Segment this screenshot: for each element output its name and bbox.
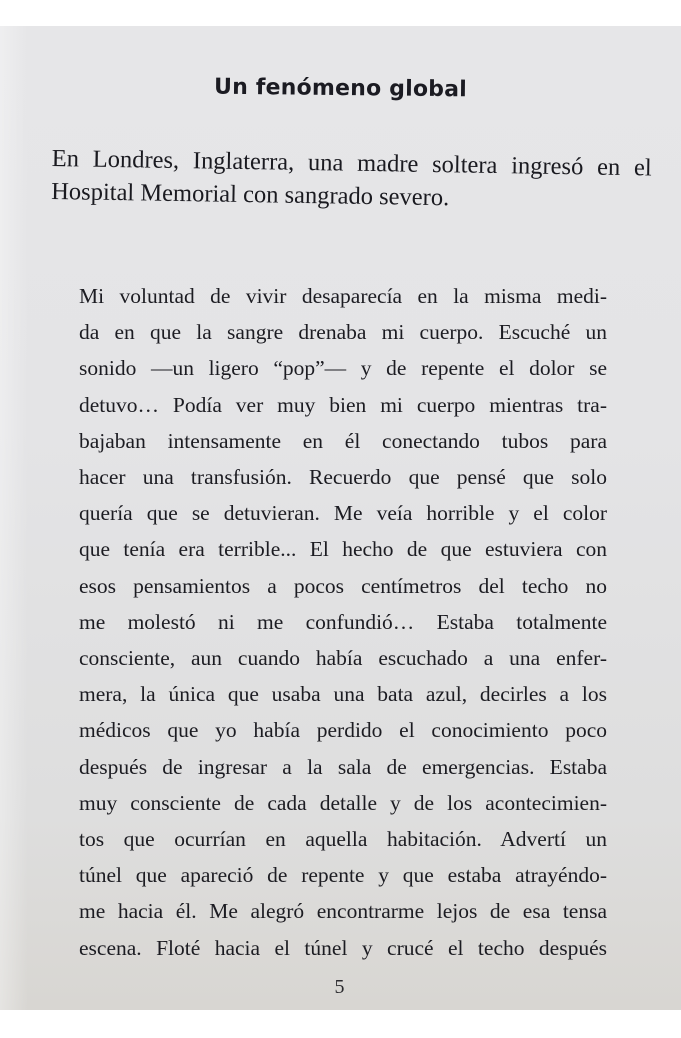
quote-line: escena. Floté hacia el túnel y crucé el techo después [79, 935, 607, 960]
quote-line: detuvo… Podía ver muy bien mi cuerpo mientras tra- [79, 392, 607, 417]
page-number: 5 [334, 976, 345, 998]
intro-line: En Londres, Inglaterra, una madre soltera ingresó en el [51, 144, 652, 182]
quote-line: muy consciente de cada detalle y de los acontecimien- [79, 790, 607, 815]
quote-line: sonido —un ligero “pop”— y de repente el dolor se [79, 356, 607, 381]
quote-line: quería que se detuvieran. Me veía horrible y el color [79, 501, 607, 526]
quote-line: médicos que yo había perdido el conocimiento poco [79, 718, 607, 743]
quote-line: túnel que apareció de repente y que estaba atrayéndo- [79, 863, 607, 888]
quote-line: que tenía era terrible... El hecho de que estuviera con [79, 537, 607, 562]
quote-line: mera, la única que usaba una bata azul, decirles a los [79, 682, 607, 707]
quote-line: después de ingresar a la sala de emergencias. Estaba [79, 754, 607, 779]
quote-line: hacer una transfusión. Recuerdo que pensé que solo [79, 465, 607, 490]
quote-paragraph [79, 278, 607, 966]
quote-line: Mi voluntad de vivir desaparecía en la misma medi- [79, 284, 607, 308]
section-heading: Un fenómeno global [213, 74, 468, 103]
book-page [0, 26, 681, 1010]
quote-line: esos pensamientos a pocos centímetros del techo no [79, 573, 607, 598]
intro-line: Hospital Memorial con sangrado severo. [51, 177, 450, 212]
intro-paragraph [51, 142, 652, 217]
quote-line: consciente, aun cuando había escuchado a una enfer- [79, 646, 607, 671]
quote-line: me molestó ni me confundió… Estaba totalmente [79, 609, 607, 634]
quote-line: da en que la sangre drenaba mi cuerpo. Escuché un [79, 320, 607, 345]
quote-line: me hacia él. Me alegró encontrarme lejos de esa tensa [79, 899, 607, 924]
quote-line: bajaban intensamente en él conectando tubos para [79, 428, 607, 453]
quote-line: tos que ocurrían en aquella habitación. Advertí un [79, 827, 607, 852]
